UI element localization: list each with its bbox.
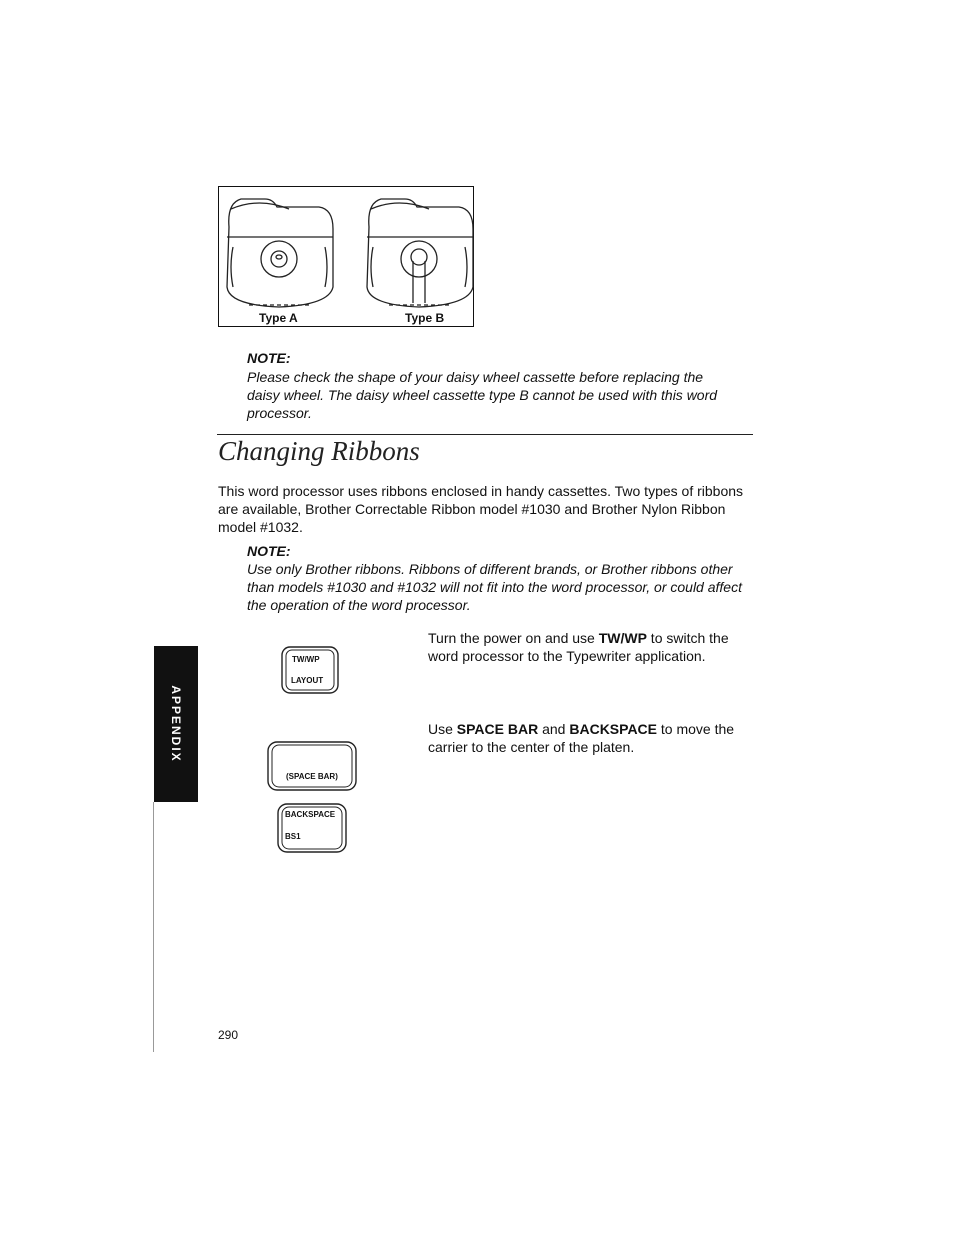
cassette-type-b-drawing: [367, 199, 473, 307]
note-line: than models #1030 and #1032 will not fit into the word processor, or could affect: [247, 579, 742, 595]
twwp-key-icon: [280, 645, 340, 695]
note-line: daisy wheel. The daisy wheel cassette type B cannot be used with this word: [247, 387, 718, 403]
twwp-key-illustration: [280, 645, 340, 695]
appendix-side-tab: [154, 646, 198, 802]
page-number: 290: [218, 1028, 239, 1042]
note-line: Use only Brother ribbons. Ribbons of different brands, or Brother ribbons other: [247, 561, 733, 577]
step-2-text: [428, 720, 734, 756]
step-line: Turn the power on and use TW/WP to switch the: [428, 630, 729, 646]
paragraph-line: model #1032.: [218, 519, 303, 535]
note-line: processor.: [247, 405, 312, 421]
paragraph-line: are available, Brother Correctable Ribbon model #1030 and Brother Nylon Ribbon: [218, 501, 726, 517]
margin-line: [153, 802, 154, 1052]
backspace-key-label: BACKSPACE: [285, 810, 336, 819]
section-rule: [217, 434, 753, 435]
note-text: [247, 368, 717, 422]
backspace-key-illustration: [276, 802, 348, 854]
type-b-caption: Type B: [405, 311, 445, 325]
step-line: Use SPACE BAR and BACKSPACE to move the: [428, 721, 735, 737]
space-bar-key-icon: [266, 740, 358, 792]
step-line: carrier to the center of the platen.: [428, 739, 635, 755]
space-bar-key-label: (SPACE BAR): [286, 772, 338, 781]
cassette-illustration: [219, 187, 475, 328]
step-line: word processor to the Typewriter application.: [428, 648, 706, 664]
intro-paragraph: [218, 482, 743, 536]
step-1-text: [428, 629, 729, 665]
paragraph-line: This word processor uses ribbons enclosed in handy cassettes. Two types of ribbons: [218, 483, 744, 499]
space-bar-key-illustration: [266, 740, 358, 792]
note-text: [247, 560, 742, 614]
side-tab-label: APPENDIX: [169, 685, 183, 763]
note-label: NOTE:: [247, 543, 291, 559]
note-line: Please check the shape of your daisy wheel cassette before replacing the: [247, 369, 704, 385]
note-line: the operation of the word processor.: [247, 597, 471, 613]
section-heading: Changing Ribbons: [218, 436, 420, 466]
type-a-caption: Type A: [259, 311, 298, 325]
twwp-key-label: TW/WP: [292, 655, 320, 664]
note-label: NOTE:: [247, 350, 291, 366]
layout-key-label: LAYOUT: [291, 676, 324, 685]
cassette-type-a-drawing: [227, 199, 333, 307]
bs1-key-label: BS1: [285, 832, 301, 841]
cassette-figure: [218, 186, 474, 327]
